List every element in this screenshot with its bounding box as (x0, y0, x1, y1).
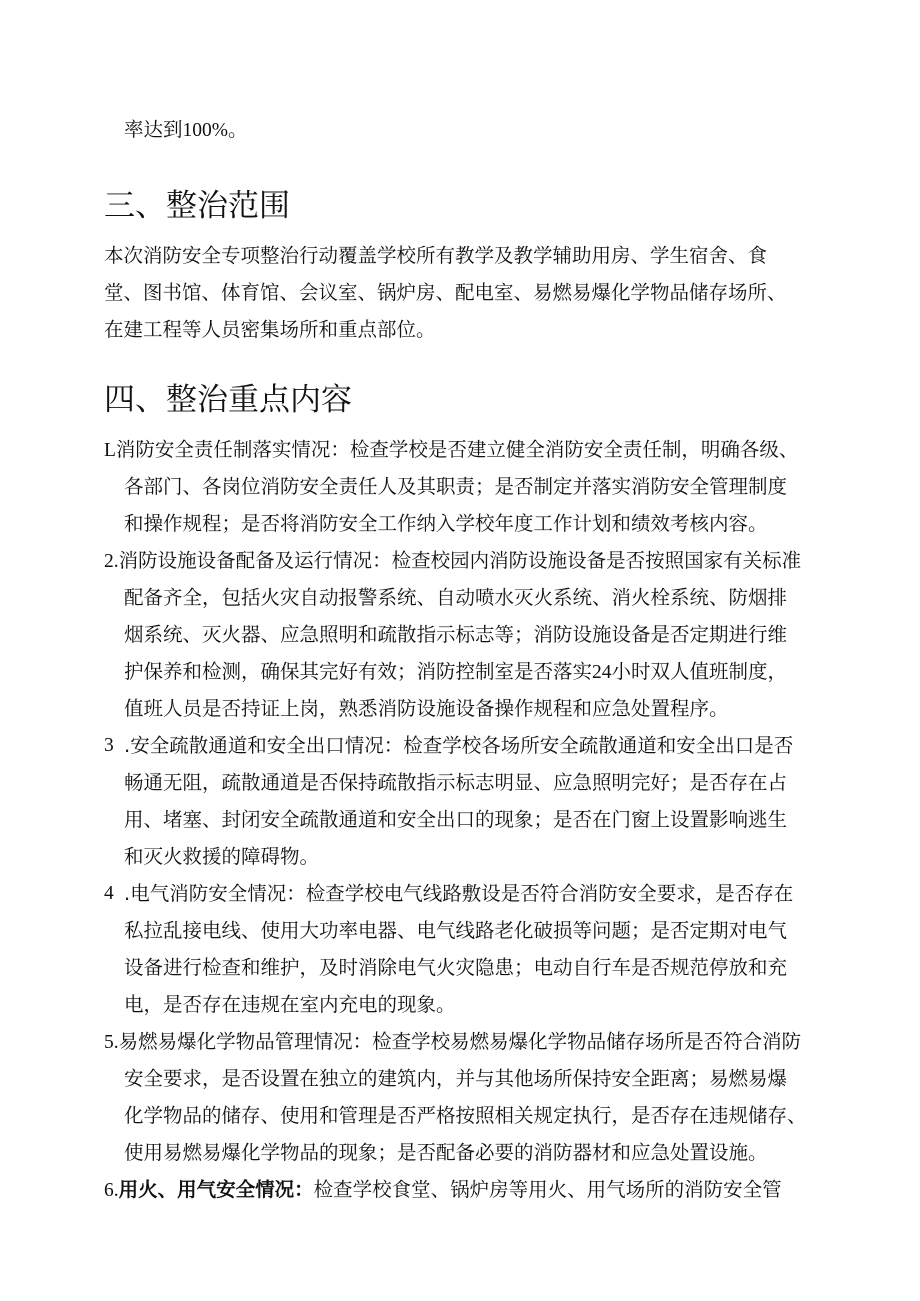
item-5-line-1 (104, 1029, 801, 1056)
item-4-line-1: .电气消防安全情况：检查学校电气线路敷设是否符合消防安全要求，是否存在 (124, 882, 794, 905)
item-6-text-1: 检查学校食堂、锅炉房等用火、用气场所的消防安全管 (313, 1178, 782, 1201)
section-3-line-1: 本次消防安全专项整治行动覆盖学校所有教学及教学辅助用房、学生宿舍、食 (104, 244, 768, 267)
item-6-line-1 (104, 1177, 782, 1204)
item-4-number: 4 (104, 883, 114, 904)
item-5-text-1: 易燃易爆化学物品管理情况：检查学校易燃易爆化学物品储存场所是否符合消防 (118, 1030, 802, 1053)
item-2-line-5: 值班人员是否持证上岗，熟悉消防设施设备操作规程和应急处置程序。 (124, 697, 729, 720)
intro-end: 。 (228, 118, 248, 141)
item-3-line-1: .安全疏散通道和安全出口情况：检查学校各场所安全疏散通道和安全出口是否 (124, 734, 794, 757)
item-5-line-2: 安全要求，是否设置在独立的建筑内，并与其他场所保持安全距离；易燃易爆 (124, 1067, 788, 1090)
item-5-line-4: 使用易燃易爆化学物品的现象；是否配备必要的消防器材和应急处置设施。 (124, 1141, 768, 1164)
item-2-line-1 (104, 548, 801, 575)
item-2-number: 2. (104, 551, 119, 572)
item-5-line-3: 化学物品的储存、使用和管理是否严格按照相关规定执行，是否存在违规储存、 (124, 1104, 807, 1127)
item-5-number: 5. (104, 1032, 119, 1053)
item-3-number: 3 (104, 735, 114, 756)
section-3-heading: 三、整治范围 (104, 188, 290, 224)
intro-text: 率达到 (124, 118, 183, 141)
item-1-line-2: 各部门、各岗位消防安全责任人及其职责；是否制定并落实消防安全管理制度 (124, 475, 788, 498)
item-2-line-2: 配备齐全，包括火灾自动报警系统、自动喷水灭火系统、消火栓系统、防烟排 (124, 586, 788, 609)
section-3-line-3: 在建工程等人员密集场所和重点部位。 (104, 318, 436, 341)
item-3-line-3: 用、堵塞、封闭安全疏散通道和安全出口的现象；是否在门窗上设置影响逃生 (124, 808, 788, 831)
item-3-line-4: 和灭火救援的障碍物。 (124, 845, 320, 868)
item-2-text-4: 护保养和检测，确保其完好有效；消防控制室是否落实 (124, 660, 593, 683)
item-1-line-3: 和操作规程；是否将消防安全工作纳入学校年度工作计划和绩效考核内容。 (124, 512, 768, 535)
item-2-text-1: 消防设施设备配备及运行情况：检查校园内消防设施设备是否按照国家有关标准 (118, 549, 802, 572)
item-1-line-1 (104, 437, 798, 464)
item-1-text-1: 消防安全责任制落实情况：检查学校是否建立健全消防安全责任制，明确各级、 (115, 438, 799, 461)
section-4-heading: 四、整治重点内容 (104, 382, 352, 418)
item-6-number: 6. (104, 1180, 119, 1201)
item-2-text-4-tail: 小时双人值班制度， (611, 660, 788, 683)
item-2-line-4 (124, 659, 787, 686)
item-1-number: L (104, 440, 116, 461)
intro-line (124, 117, 248, 144)
section-3-line-2: 堂、图书馆、体育馆、会议室、锅炉房、配电室、易燃易爆化学物品储存场所、 (104, 281, 787, 304)
item-2-hours-number: 24 (592, 662, 612, 683)
item-4-line-3: 设备进行检查和维护，及时消除电气火灾隐患；电动自行车是否规范停放和充 (124, 956, 788, 979)
item-4-line-2: 私拉乱接电线、使用大功率电器、电气线路老化破损等问题；是否定期对电气 (124, 919, 788, 942)
item-6-bold-title: 用火、用气安全情况： (118, 1178, 314, 1201)
item-3-line-2: 畅通无阻，疏散通道是否保持疏散指示标志明显、应急照明完好；是否存在占 (124, 771, 788, 794)
item-4-line-4: 电，是否存在违规在室内充电的现象。 (124, 993, 456, 1016)
item-2-line-3: 烟系统、灭火器、应急照明和疏散指示标志等；消防设施设备是否定期进行维 (124, 623, 788, 646)
intro-number: 100% (182, 120, 229, 141)
